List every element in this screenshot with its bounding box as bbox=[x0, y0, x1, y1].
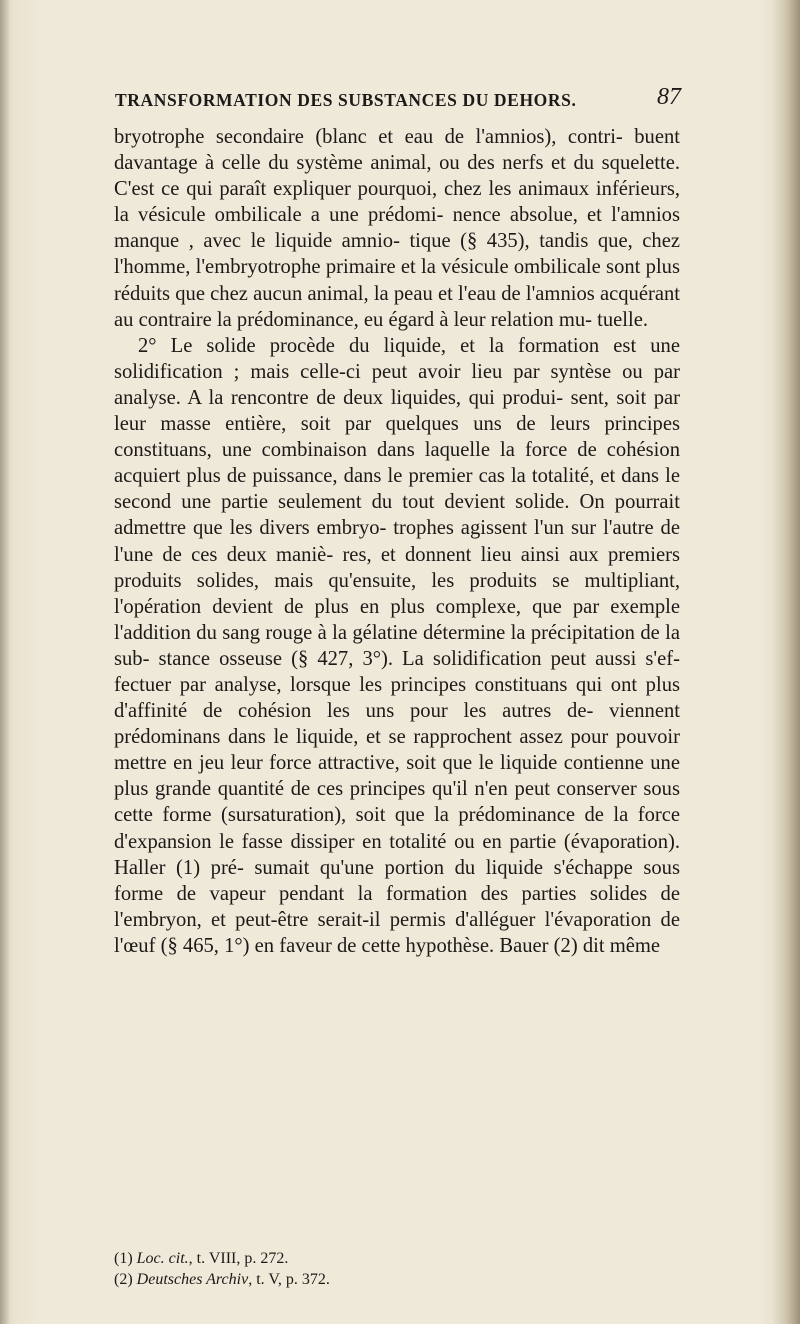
page-number: 87 bbox=[657, 84, 681, 110]
page-header bbox=[115, 84, 681, 116]
page-spine-shadow bbox=[772, 0, 800, 1324]
footnote-marker: (2) bbox=[114, 1271, 133, 1288]
footnote-1 bbox=[114, 1248, 680, 1269]
body-text bbox=[114, 124, 680, 959]
footnote-detail: , t. VIII, p. 272. bbox=[188, 1250, 289, 1267]
footnote-source: Deutsches Archiv bbox=[136, 1271, 249, 1288]
paragraph-continuation: bryotrophe secondaire (blanc et eau de l'amnios), contri- buent davantage à celle du système animal, ou des nerfs et du squelette. C'est ce qui paraît expliquer pourquoi, chez les animaux inférieurs, la vésicule ombilicale a une prédomi- nence absolue, et l'amnios manque , avec le liquide amnio- tique (§ 435), tandis que, chez l'homme, l'embryotrophe primaire et la vésicule ombilicale sont plus réduits que chez aucun animal, la peau et l'eau de l'amnios acquérant au contraire la prédominance, eu égard à leur relation mu- tuelle. bbox=[114, 126, 680, 331]
paragraph-solidification: 2° Le solide procède du liquide, et la formation est une solidification ; mais celle-ci peut avoir lieu par syntèse ou par analyse. A la rencontre de deux liquides, qui produi- sent, soit par leur masse entière, soit par quelques uns de leurs principes constituans, une combinaison dans laquelle la force de cohésion acquiert plus de puissance, dans le premier cas la totalité, et dans le second une partie seulement du tout devient solide. On pourrait admettre que les divers embryo- trophes agissent l'un sur l'autre de l'une de ces deux maniè- res, et donnent lieu ainsi aux premiers produits solides, mais qu'ensuite, les produits se multipliant, l'opération devient de plus en plus complexe, que par exemple l'addition du sang rouge à la gélatine détermine la précipitation de la sub- stance osseuse (§ 427, 3°). La solidification peut aussi s'ef- fectuer par analyse, lorsque les principes constituans qui ont plus d'affinité de cohésion les uns pour les autres de- viennent prédominans dans le liquide, et se rapprochent assez pour pouvoir mettre en jeu leur force attractive, soit que le liquide contienne une plus grande quantité de ces principes qu'il n'en peut conserver sous cette forme (sursaturation), soit que la prédominance de la force d'expansion le fasse dissiper en totalité ou en partie (évaporation). Haller (1) pré- sumait qu'une portion du liquide s'échappe sous forme de vapeur pendant la formation des parties solides de l'embryon, et peut-être serait-il permis d'alléguer l'évaporation de l'œuf (§ 465, 1°) en faveur de cette hypothèse. Bauer (2) dit même bbox=[114, 334, 680, 957]
page-left-edge bbox=[0, 0, 10, 1324]
footnote-source: Loc. cit. bbox=[136, 1250, 189, 1267]
footnote-2 bbox=[114, 1269, 680, 1290]
footnotes bbox=[114, 1248, 680, 1290]
footnote-detail: , t. V, p. 372. bbox=[248, 1271, 330, 1288]
footnote-marker: (1) bbox=[114, 1250, 133, 1267]
running-head: TRANSFORMATION DES SUBSTANCES DU DEHORS. bbox=[115, 90, 577, 110]
